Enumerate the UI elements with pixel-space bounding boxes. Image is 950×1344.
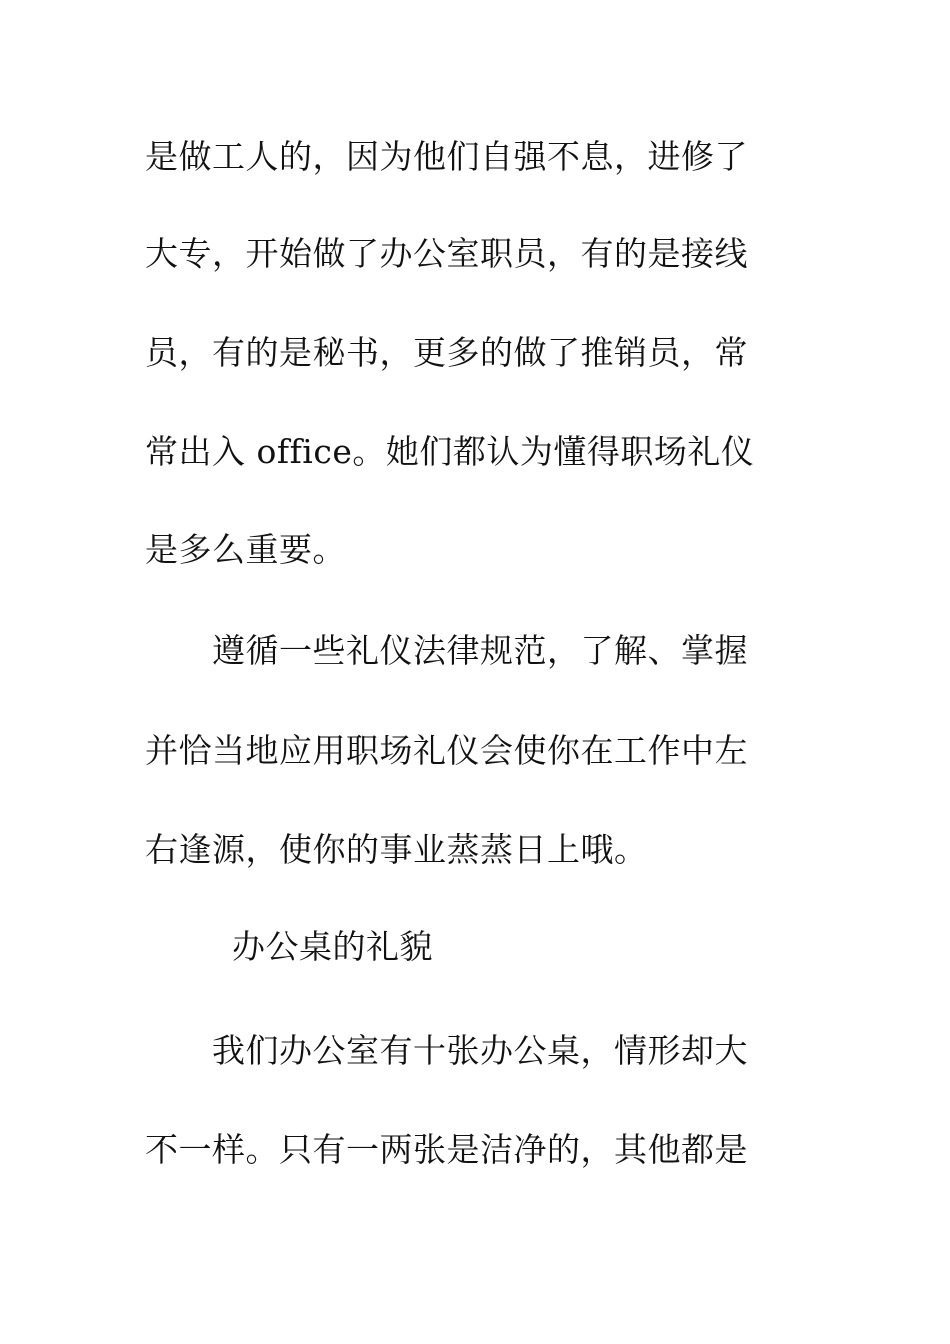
paragraph-start: 遵循一些礼仪法律规范，了解、掌握 bbox=[145, 631, 748, 670]
text-line: 不一样。只有一两张是洁净的，其他都是 bbox=[145, 1130, 748, 1169]
text-line: 并恰当地应用职场礼仪会使你在工作中左 bbox=[145, 731, 748, 770]
text-line: 大专，开始做了办公室职员，有的是接线 bbox=[145, 234, 748, 273]
text-line: 是多么重要。 bbox=[145, 530, 346, 569]
text-line: 常出入 office。她们都认为懂得职场礼仪 bbox=[145, 432, 755, 471]
paragraph-start: 我们办公室有十张办公桌，情形却大 bbox=[145, 1031, 748, 1070]
text-line: 右逢源，使你的事业蒸蒸日上哦。 bbox=[145, 830, 648, 869]
text-line: 是做工人的，因为他们自强不息，进修了 bbox=[145, 137, 748, 176]
text-line: 员，有的是秘书，更多的做了推销员，常 bbox=[145, 333, 748, 372]
section-heading: 办公桌的礼貌 bbox=[232, 927, 433, 966]
